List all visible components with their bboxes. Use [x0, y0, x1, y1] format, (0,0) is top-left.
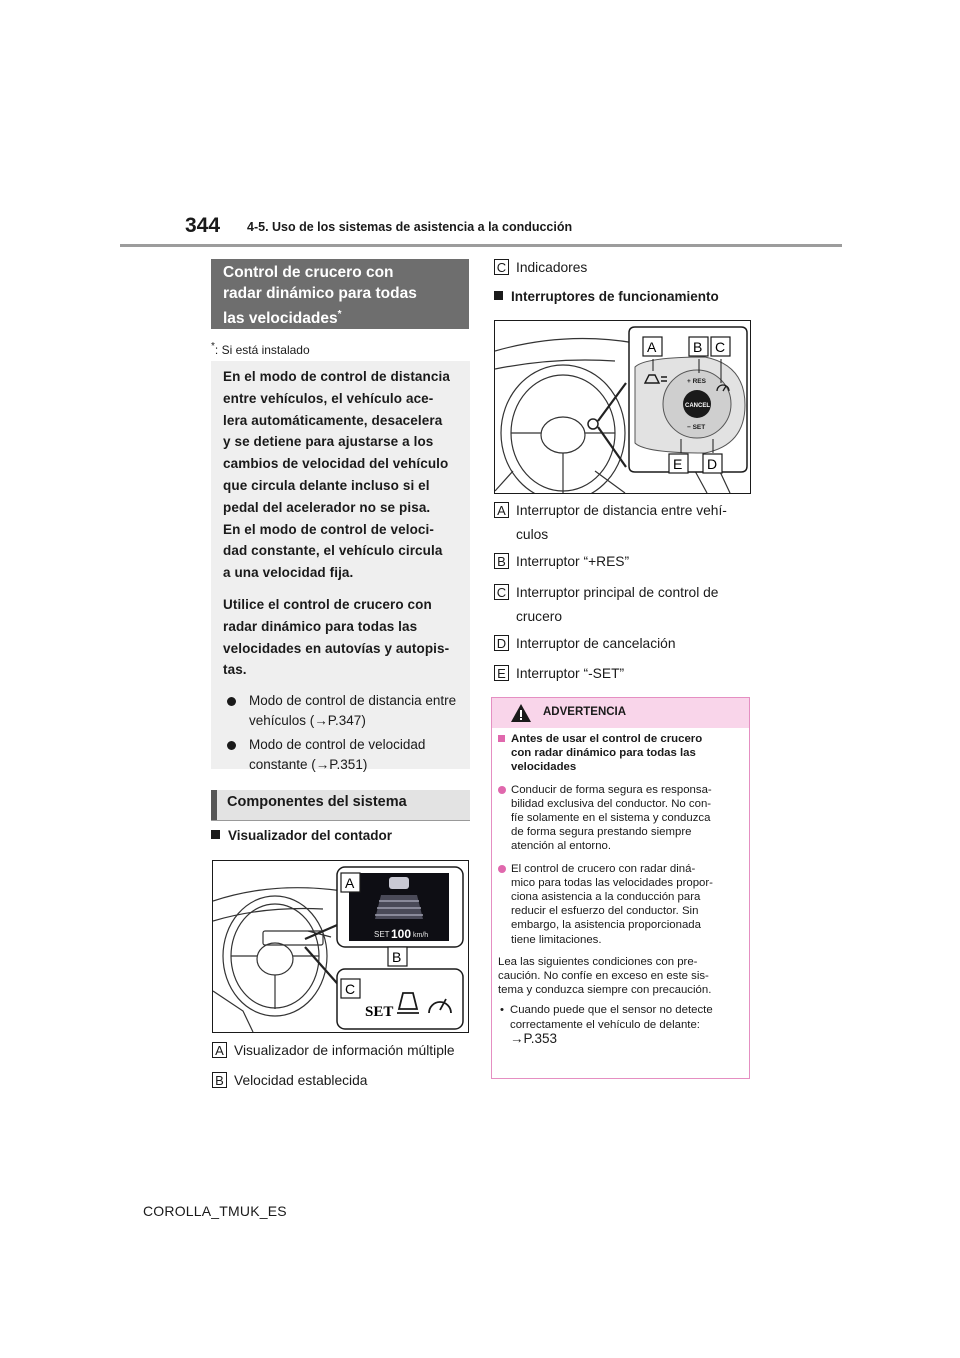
display-set-text: SET — [374, 930, 390, 939]
meter-subheading — [211, 828, 392, 843]
components-divider — [211, 820, 470, 821]
page-link[interactable]: constante (→P.351) — [249, 757, 368, 773]
bullet-dot-icon — [227, 697, 236, 706]
switch-label-a: A — [647, 339, 657, 355]
bullet-mark: • — [500, 1004, 504, 1017]
meter-legend-item — [212, 1039, 472, 1063]
switch-figure — [494, 320, 751, 494]
intro-p1-line: y se detiene para ajustarse a los — [223, 434, 434, 450]
warning-item-line: atención al entorno. — [511, 840, 612, 853]
intro-p2-line: velocidades en autovías y autopis- — [223, 640, 450, 656]
legend-text-line: Interruptor de distancia entre vehí- — [516, 503, 727, 518]
bullet-dot-icon — [227, 741, 236, 750]
cancel-switch-label: CANCEL — [685, 403, 710, 409]
intro-p1-line: a una velocidad fija. — [223, 565, 354, 581]
warning-paragraph-line: Lea las siguientes condiciones con pre- — [498, 955, 698, 968]
intro-box — [211, 361, 470, 773]
installation-note — [211, 341, 310, 357]
warning-item-line: Conducir de forma segura es responsa- — [511, 783, 712, 796]
square-bullet-icon — [498, 735, 505, 742]
warning-item-line: tiene limitaciones. — [511, 933, 602, 946]
legend-text — [516, 499, 756, 547]
legend-text: Velocidad establecida — [234, 1073, 368, 1088]
section-title-box — [211, 259, 469, 329]
switch-legend-item — [494, 662, 754, 686]
warning-bullet-line: Cuando puede que el sensor no detecte — [510, 1004, 713, 1017]
list-item-line: Modo de control de velocidad — [249, 737, 426, 753]
legend-text: Interruptor “-SET” — [516, 666, 625, 681]
display-speed-text: 100 — [391, 927, 412, 941]
legend-letter-d: D — [494, 635, 509, 651]
warning-body — [498, 732, 742, 1047]
intro-paragraph-2 — [223, 594, 458, 681]
intro-p2-line: Utilice el control de crucero con — [223, 596, 432, 612]
warning-paragraph-line: tema y conduzca siempre con precaución. — [498, 984, 712, 997]
warning-item-line: de forma segura prestando siempre — [511, 826, 692, 839]
bullet-dot-icon — [498, 786, 506, 794]
legend-text-line: culos — [516, 527, 549, 542]
legend-letter-a: A — [494, 502, 509, 518]
intro-p2-line: tas. — [223, 662, 247, 678]
intro-p1-line: que circula delante incluso si el — [223, 477, 430, 493]
warning-paragraph-line: caución. No confíe en exceso en este sis- — [498, 970, 709, 983]
intro-paragraph-1 — [223, 366, 458, 584]
switch-legend-item — [494, 581, 754, 629]
res-switch-label: + RES — [687, 378, 706, 385]
legend-letter-b: B — [212, 1072, 227, 1088]
legend-text: Interruptor de cancelación — [516, 636, 676, 651]
list-item-line: Modo de control de distancia entre — [249, 693, 457, 709]
warning-heading-line: velocidades — [511, 761, 577, 774]
meter-illustration — [213, 861, 468, 1032]
warning-item-line: ciona asistencia a la conducción para — [511, 891, 701, 904]
intro-p2-line: radar dinámico para todas las — [223, 618, 418, 634]
warning-item-line: fíe solamente en el sistema y conduzca — [511, 812, 711, 825]
list-item — [223, 735, 458, 775]
switch-label-b: B — [693, 339, 703, 355]
legend-text: Visualizador de información múltiple — [234, 1043, 455, 1058]
mode-list — [223, 691, 458, 775]
page-link[interactable]: →P.353 — [510, 1030, 558, 1046]
legend-text: Interruptor “+RES” — [516, 554, 630, 569]
meter-label-c: C — [345, 981, 356, 997]
switch-label-e: E — [673, 456, 683, 472]
switch-legend-item — [494, 632, 754, 656]
meter-label-b: B — [392, 949, 402, 965]
switch-subheading-text: Interruptores de funcionamiento — [511, 289, 719, 304]
legend-text — [516, 581, 756, 629]
note-mark: * — [211, 341, 215, 352]
header-divider — [120, 244, 842, 247]
components-heading: Componentes del sistema — [211, 790, 470, 820]
square-bullet-icon — [211, 830, 220, 839]
section-title-line2: radar dinámico para todas — [223, 285, 417, 302]
legend-text-line: Interruptor principal de control de — [516, 585, 719, 600]
warning-item-line: mico para todas las velocidades propor- — [511, 876, 713, 889]
warning-item — [498, 862, 742, 947]
intro-p1-line: lera automáticamente, desacelera — [223, 412, 443, 428]
footer-doc-code: COROLLA_TMUK_ES — [143, 1203, 287, 1219]
legend-text: Indicadores — [516, 260, 588, 275]
intro-p1-line: entre vehículos, el vehículo ace- — [223, 390, 434, 406]
meter-legend-item — [212, 1069, 472, 1093]
list-item — [223, 691, 458, 731]
indicator-set-text: SET — [365, 1004, 394, 1020]
section-title-line1: Control de crucero con — [223, 264, 394, 281]
warning-item — [498, 783, 742, 854]
warning-item-line: reducir el esfuerzo del conductor. Sin — [511, 905, 699, 918]
meter-legend-item — [494, 256, 754, 280]
chapter-title: 4-5. Uso de los sistemas de asistencia a la conducción — [247, 220, 573, 234]
page-number: 344 — [185, 214, 221, 237]
legend-text-line: crucero — [516, 609, 563, 624]
warning-item-line: El control de crucero con radar diná- — [511, 862, 696, 875]
switch-legend-item — [494, 550, 754, 574]
page-link[interactable]: vehículos (→P.347) — [249, 713, 366, 729]
footnote-mark: * — [337, 309, 342, 320]
warning-paragraph — [498, 955, 742, 998]
warning-heading-line: con radar dinámico para todas las — [511, 747, 696, 760]
bullet-dot-icon — [498, 865, 506, 873]
legend-letter-e: E — [494, 665, 509, 681]
display-unit-text: km/h — [413, 932, 429, 939]
intro-p1-line: pedal del acelerador no se pisa. — [223, 499, 431, 515]
warning-title: ADVERTENCIA — [543, 706, 627, 718]
section-title-line3-text: las velocidades — [223, 310, 338, 328]
warning-box — [491, 697, 750, 1079]
meter-label-a: A — [345, 875, 355, 891]
warning-item-line: embargo, la asistencia proporcionada — [511, 919, 701, 932]
switch-legend-item — [494, 499, 754, 547]
legend-letter-c: C — [494, 259, 509, 275]
note-text: : Si está instalado — [214, 343, 310, 357]
warning-bullet-line: correctamente el vehículo de delante: — [510, 1018, 700, 1031]
warning-header — [492, 698, 749, 728]
warning-heading — [498, 732, 742, 775]
switch-label-c: C — [715, 339, 726, 355]
legend-letter-c: C — [494, 584, 509, 600]
warning-heading-line: Antes de usar el control de crucero — [511, 733, 703, 745]
intro-p1-line: En el modo de control de veloci- — [223, 521, 434, 537]
intro-p1-line: En el modo de control de distancia — [223, 369, 450, 384]
section-title-line3 — [223, 304, 457, 329]
switch-label-d: D — [707, 456, 718, 472]
legend-letter-a: A — [212, 1042, 227, 1058]
switch-illustration — [495, 321, 750, 493]
meter-figure — [212, 860, 469, 1033]
warning-triangle-icon — [510, 703, 532, 723]
intro-p1-line: dad constante, el vehículo circula — [223, 543, 443, 559]
warning-bullet — [498, 1003, 742, 1047]
legend-letter-b: B — [494, 553, 509, 569]
warning-item-line: bilidad exclusiva del conductor. No con- — [511, 797, 712, 810]
meter-subheading-text: Visualizador del contador — [228, 828, 393, 843]
square-bullet-icon — [494, 291, 503, 300]
set-switch-label: − SET — [687, 424, 706, 431]
switch-subheading — [494, 289, 719, 304]
intro-p1-line: cambios de velocidad del vehículo — [223, 456, 449, 472]
